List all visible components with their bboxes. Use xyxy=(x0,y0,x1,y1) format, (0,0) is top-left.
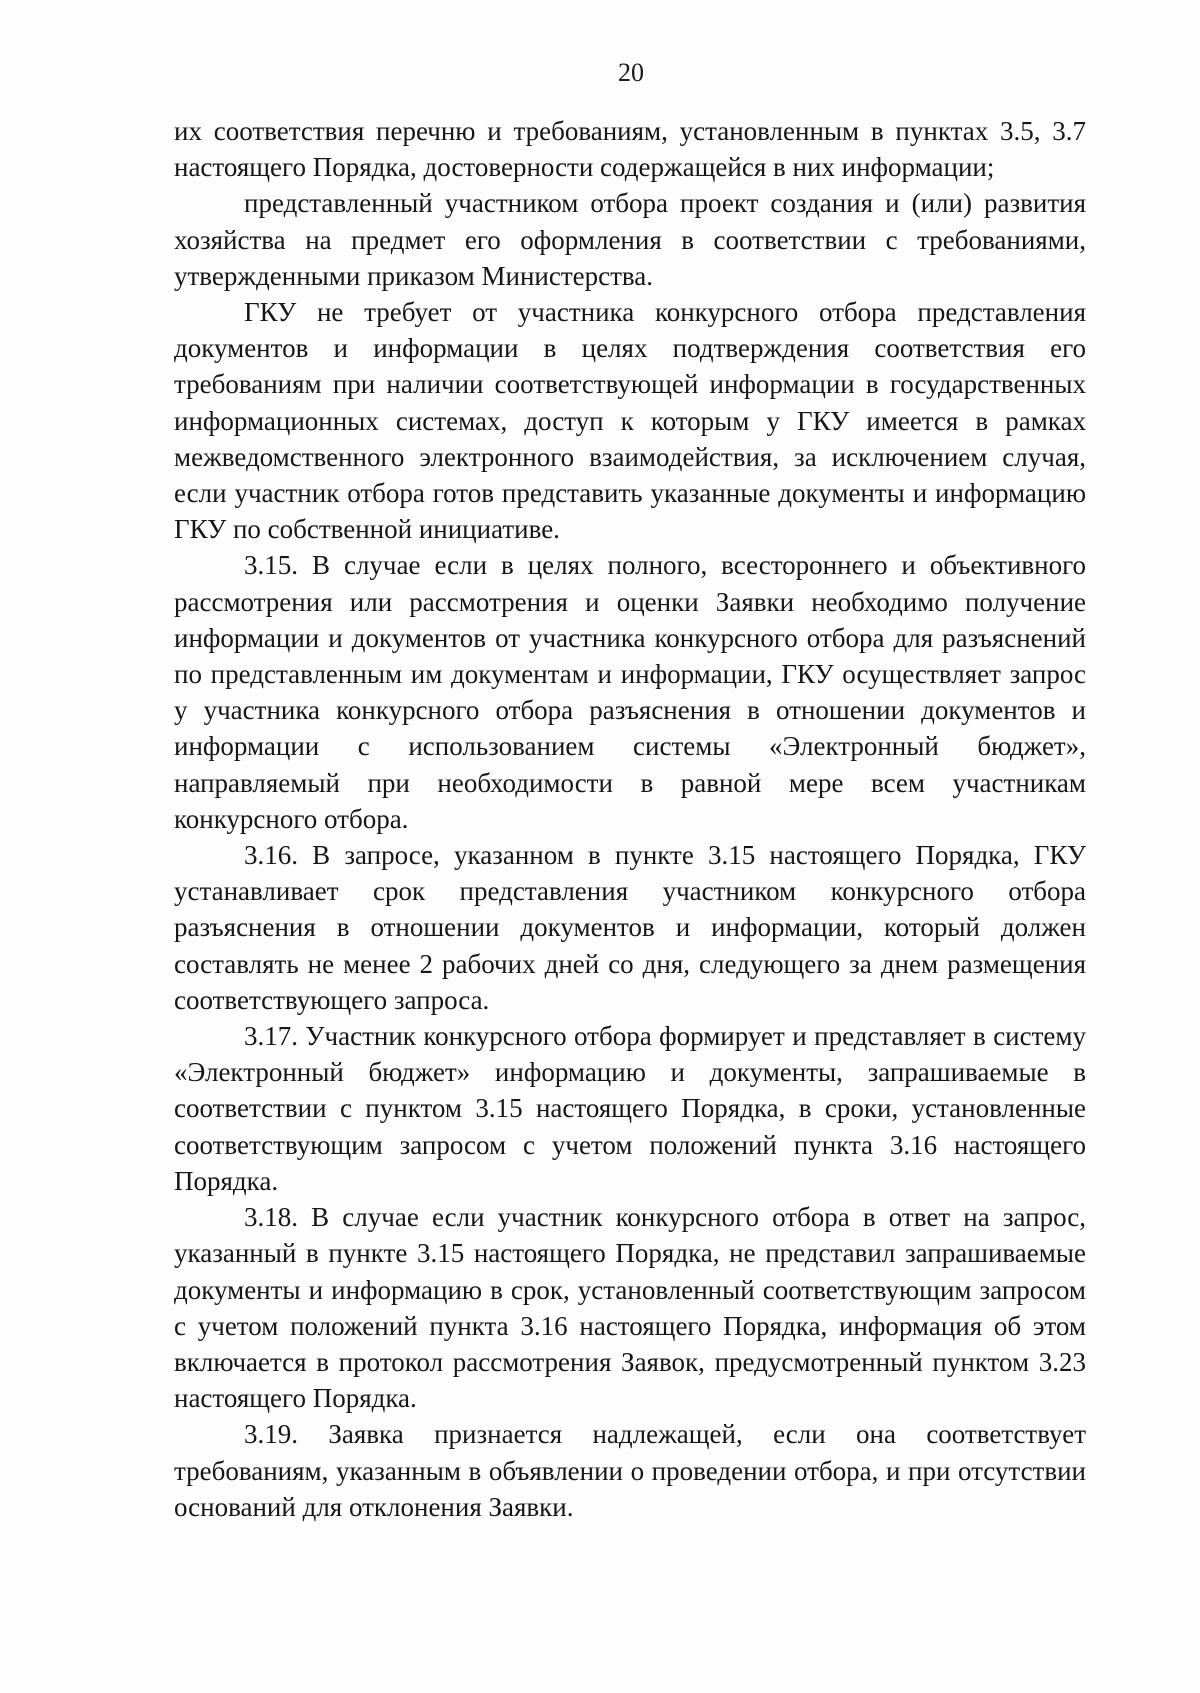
paragraph-3-16: 3.16. В запросе, указанном в пункте 3.15 настоящего Порядка, ГКУ устанавливает срок представления участником конкурсного отбора разъяснения в отношении документов и информации, который должен составлять не менее 2 рабочих дней со дня, следующего за днем размещения соответствующего запроса. xyxy=(174,840,1086,1015)
paragraph-3-15: 3.15. В случае если в целях полного, всестороннего и объективного рассмотрения или рассмотрения и оценки Заявки необходимо получение информации и документов от участника конкурсного отбора для разъяснений по представленным им документам и информации, ГКУ осуществляет запрос у участника конкурсного отбора разъяснения в отношении документов и информации с использованием системы «Электронный бюджет», направляемый при необходимости в равной мере всем участникам конкурсного отбора. xyxy=(174,550,1086,834)
paragraph-3-18: 3.18. В случае если участник конкурсного отбора в ответ на запрос, указанный в пункте 3.15 настоящего Порядка, не представил запрашиваемые документы и информацию в срок, установленный соответствующим запросом с учетом положений пункта 3.16 настоящего Порядка, информация об этом включается в протокол рассмотрения Заявок, предусмотренный пунктом 3.23 настоящего Порядка. xyxy=(174,1202,1086,1414)
paragraph-2: представленный участником отбора проект создания и (или) развития хозяйства на предмет его оформления в соответствии с требованиями, утвержденными приказом Министерства. xyxy=(174,188,1086,291)
paragraph-3: ГКУ не требует от участника конкурсного отбора представления документов и информации в целях подтверждения соответствия его требованиям при наличии соответствующей информации в государственных информационных системах, доступ к которым у ГКУ имеется в рамках межведомственного электронного взаимодействия, за исключением случая, если участник отбора готов представить указанные документы и информацию ГКУ по собственной инициативе. xyxy=(174,297,1086,545)
paragraph-1: их соответствия перечню и требованиям, установленным в пунктах 3.5, 3.7 настоящего Порядка, достоверности содержащейся в них информации; xyxy=(174,116,1086,183)
paragraph-3-17: 3.17. Участник конкурсного отбора формирует и представляет в систему «Электронный бюджет» информацию и документы, запрашиваемые в соответствии с пунктом 3.15 настоящего Порядка, в сроки, установленные соответствующим запросом с учетом положений пункта 3.16 настоящего Порядка. xyxy=(174,1021,1086,1196)
paragraph-3-19: 3.19. Заявка признается надлежащей, если она соответствует требованиям, указанным в объявлении о проведении отбора, и при отсутствии оснований для отклонения Заявки. xyxy=(174,1419,1086,1522)
page-number: 20 xyxy=(618,58,644,87)
document-body xyxy=(174,113,1086,1525)
